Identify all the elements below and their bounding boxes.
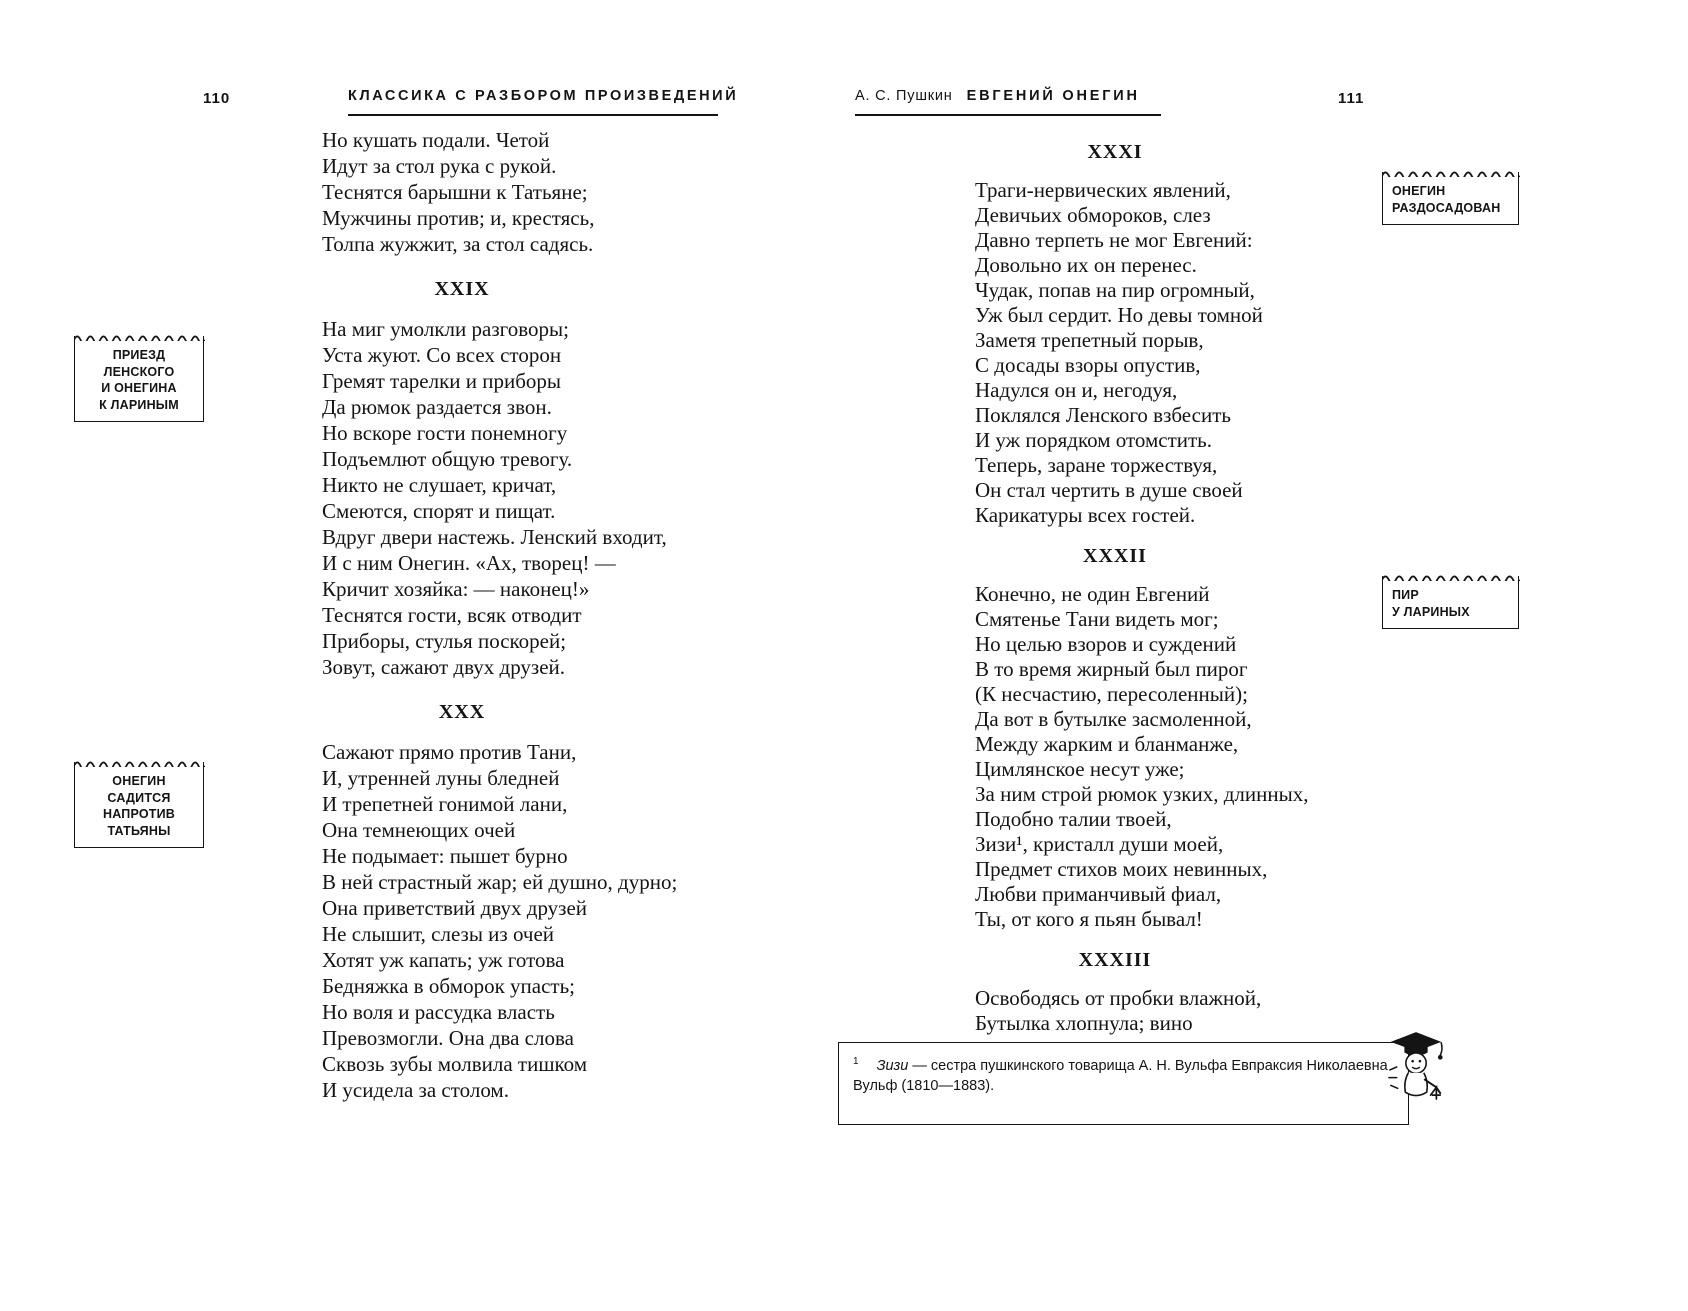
poem-line: (К несчастию, пересоленный); (975, 682, 1248, 706)
poem-line: Поклялся Ленского взбесить (975, 403, 1231, 427)
poem-line: Между жарким и бланманже, (975, 732, 1239, 756)
poem-line: Да вот в бутылке засмоленной, (975, 707, 1252, 731)
poem-line: Подъемлют общую тревогу. (322, 447, 573, 471)
poem-line: Траги-нервических явлений, (975, 178, 1231, 202)
running-head-book-title: ЕВГЕНИЙ ОНЕГИН (966, 88, 1140, 104)
margin-note-onegin-annoyed (1382, 172, 1519, 225)
margin-note-line: ПИР (1392, 588, 1419, 602)
margin-note-line: ОНЕГИН (1392, 184, 1446, 198)
poem-line: Но воля и рассудка власть (322, 1000, 555, 1024)
margin-note-line: ЛЕНСКОГО (103, 364, 175, 379)
poem-line: Сажают прямо против Тани, (322, 740, 577, 764)
poem-line: Бедняжка в обморок упасть; (322, 974, 576, 998)
torn-edge-icon (1382, 169, 1520, 177)
poem-line: Но кушать подали. Четой (322, 128, 550, 152)
left-page-text-column (322, 126, 772, 1103)
poem-line: Сквозь зубы молвила тишком (322, 1052, 588, 1076)
stanza (975, 986, 1435, 1036)
margin-note-feast-at-larins (1382, 576, 1519, 629)
margin-note-line: РАЗДОСАДОВАН (1392, 200, 1501, 215)
poem-line: Кричит хозяйка: — наконец!» (322, 577, 590, 601)
poem-line: Гремят тарелки и приборы (322, 369, 562, 393)
poem-line: На миг умолкли разговоры; (322, 317, 569, 341)
stanza (975, 178, 1435, 528)
stanza (322, 127, 772, 257)
right-page-number: 111 (1338, 90, 1365, 107)
poem-line: И уж порядком отомстить. (975, 428, 1213, 452)
poem-line: Давно терпеть не мог Евгений: (975, 228, 1253, 252)
poem-line: Карикатуры всех гостей. (975, 503, 1196, 527)
poem-line: Да рюмок раздается звон. (322, 395, 552, 419)
poem-line: Довольно их он перенес. (975, 253, 1197, 277)
poem-line: Зизи¹, кристалл души моей, (975, 832, 1224, 856)
margin-note-onegin-opposite-tatyana (74, 762, 204, 848)
poem-line: Хотят уж капать; уж готова (322, 948, 565, 972)
poem-line: Надулся он и, негодуя, (975, 378, 1178, 402)
poem-line: Зовут, сажают двух друзей. (322, 655, 566, 679)
left-running-head: КЛАССИКА С РАЗБОРОМ ПРОИЗВЕДЕНИЙ (348, 88, 718, 116)
margin-note-line: К ЛАРИНЫМ (99, 397, 179, 412)
poem-line: Заметя трепетный порыв, (975, 328, 1204, 352)
margin-note-text (80, 773, 198, 839)
footnote-marker: 1 (853, 1056, 859, 1067)
poem-line: В то время жирный был пирог (975, 657, 1248, 681)
footnote-term: Зизи (876, 1057, 909, 1074)
poem-line: И усидела за столом. (322, 1078, 509, 1102)
margin-note-line: И ОНЕГИНА (101, 381, 177, 395)
poem-line: Идут за стол рука с рукой. (322, 154, 557, 178)
poem-line: Предмет стихов моих невинных, (975, 857, 1268, 881)
stanza-number-heading: XXXI (1087, 141, 1143, 163)
poem-line: В ней страстный жар; ей душно, дурно; (322, 870, 678, 894)
stanza (322, 739, 772, 1103)
poem-line: Теснятся барышни к Татьяне; (322, 180, 588, 204)
stanza-number-heading: XXXIII (1078, 949, 1152, 971)
poem-line: Мужчины против; и, крестясь, (322, 206, 595, 230)
torn-edge-icon (1382, 573, 1520, 581)
poem-line: Теперь, заране торжествуя, (975, 453, 1218, 477)
poem-line: Чудак, попав на пир огромный, (975, 278, 1255, 302)
poem-line: Уста жуют. Со всех сторон (322, 343, 562, 367)
poem-line: Уж был сердит. Но девы томной (975, 303, 1263, 327)
poem-line: Никто не слушает, кричат, (322, 473, 557, 497)
margin-note-text (1392, 587, 1512, 620)
torn-edge-icon (74, 333, 205, 341)
poem-line: Ты, от кого я пьян бывал! (975, 907, 1203, 931)
poem-line: Конечно, не один Евгений (975, 582, 1210, 606)
poem-line: Девичьих обмороков, слез (975, 203, 1211, 227)
stanza-number-heading: XXIX (434, 278, 490, 300)
poem-line: Смеются, спорят и пищат. (322, 499, 556, 523)
right-page-text-column (975, 123, 1435, 1036)
running-head-author: А. С. Пушкин (855, 88, 953, 104)
poem-line: Освободясь от пробки влажной, (975, 986, 1262, 1010)
margin-note-line: У ЛАРИНЫХ (1392, 604, 1470, 619)
left-page-number: 110 (203, 90, 231, 107)
margin-note-text (1392, 183, 1512, 216)
poem-line: И трепетней гонимой лани, (322, 792, 568, 816)
margin-note-line: ПРИЕЗД (112, 348, 166, 362)
poem-line: И, утренней луны бледней (322, 766, 560, 790)
right-running-head (855, 88, 1161, 116)
poem-line: Не подымает: пышет бурно (322, 844, 568, 868)
stanza (975, 582, 1435, 932)
margin-note-line: САДИТСЯ (107, 790, 171, 805)
poem-line: Она приветствий двух друзей (322, 896, 588, 920)
margin-note-text (80, 347, 198, 413)
poem-line: И с ним Онегин. «Ах, творец! — (322, 551, 616, 575)
poem-line: Превозмогли. Она два слова (322, 1026, 574, 1050)
poem-line: Бутылка хлопнула; вино (975, 1011, 1193, 1035)
poem-line: Но целью взоров и суждений (975, 632, 1237, 656)
margin-note-line: НАПРОТИВ (102, 807, 176, 821)
poem-line: Вдруг двери настежь. Ленский входит, (322, 525, 667, 549)
poem-line: Теснятся гости, всяк отводит (322, 603, 582, 627)
poem-line: Она темнеющих очей (322, 818, 516, 842)
poem-line: Смятенье Тани видеть мог; (975, 607, 1219, 631)
margin-note-arrival-at-larins (74, 336, 204, 422)
footnote-text: — сестра пушкинского товарища А. Н. Вульфа Евпраксия Николаевна Вульф (1810—1883). (853, 1057, 1388, 1094)
poem-line: За ним строй рюмок узких, длинных, (975, 782, 1309, 806)
scholar-icon (1386, 1026, 1448, 1108)
margin-note-line: ТАТЬЯНЫ (107, 823, 171, 838)
torn-edge-icon (74, 759, 205, 767)
footnote-box (838, 1042, 1409, 1125)
poem-line: Толпа жужжит, за стол садясь. (322, 232, 594, 256)
poem-line: Подобно талии твоей, (975, 807, 1172, 831)
stanza-number-heading: XXXII (1083, 545, 1147, 567)
poem-line: Но вскоре гости понемногу (322, 421, 568, 445)
poem-line: Не слышит, слезы из очей (322, 922, 555, 946)
poem-line: Приборы, стулья поскорей; (322, 629, 567, 653)
poem-line: Он стал чертить в душе своей (975, 478, 1243, 502)
stanza (322, 316, 772, 680)
margin-note-line: ОНЕГИН (112, 774, 166, 788)
stanza-number-heading: XXX (438, 701, 486, 723)
poem-line: С досады взоры опустив, (975, 353, 1201, 377)
poem-line: Любви приманчивый фиал, (975, 882, 1222, 906)
poem-line: Цимлянское несут уже; (975, 757, 1185, 781)
